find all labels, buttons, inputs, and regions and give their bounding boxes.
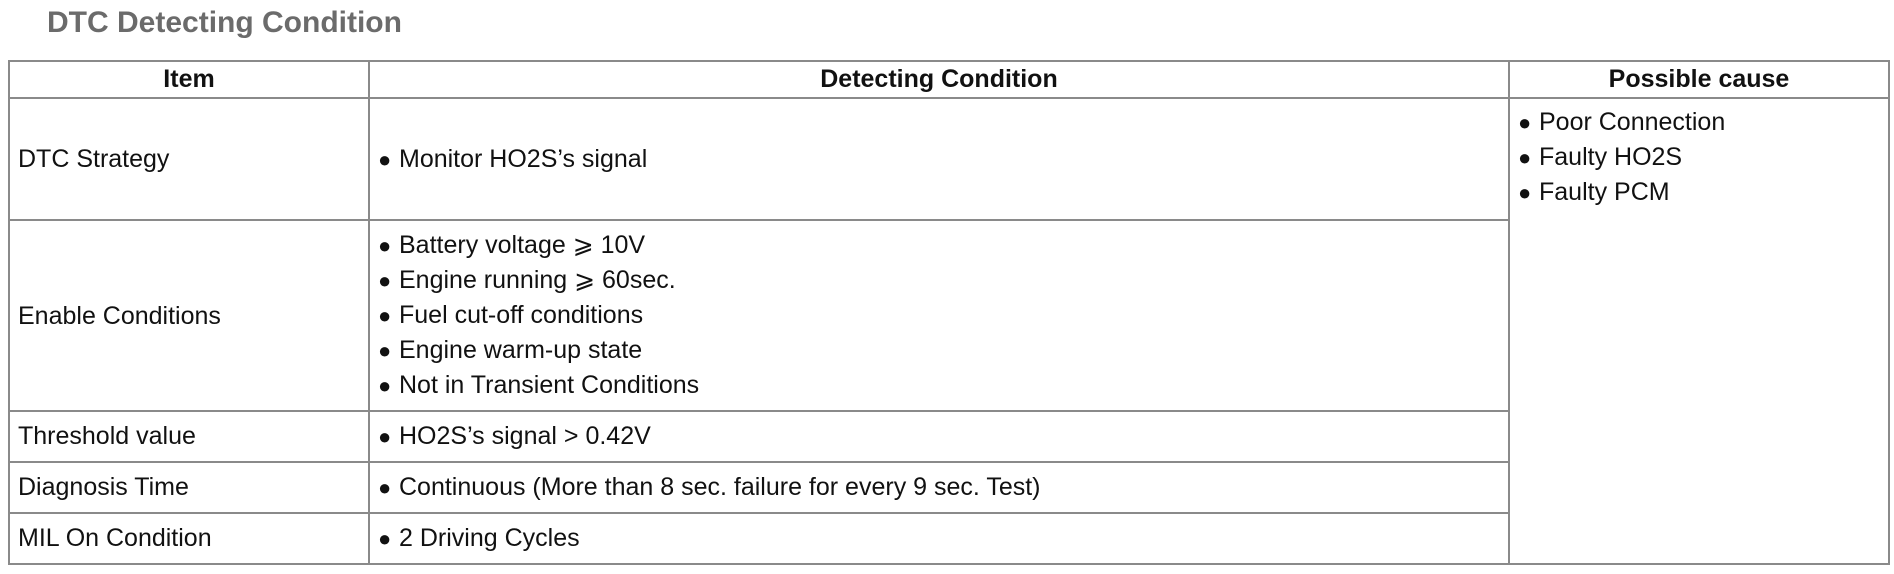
bullet-icon: ● <box>378 373 392 399</box>
table-row <box>9 98 1889 221</box>
page-title: DTC Detecting Condition <box>47 6 402 39</box>
list-item: ● Continuous (More than 8 sec. failure for every 9 sec. Test) <box>378 473 1041 502</box>
list-item: ● Engine running ⩾ 60sec. <box>378 263 1500 298</box>
list-item: ● Not in Transient Conditions <box>378 368 1500 403</box>
bullet-icon: ● <box>378 424 392 450</box>
condition-cell <box>369 462 1509 513</box>
bullet-icon: ● <box>378 526 392 552</box>
condition-list <box>378 228 1500 403</box>
list-item: ● Poor Connection <box>1518 105 1880 140</box>
header-row <box>9 61 1889 98</box>
header-detecting-condition: Detecting Condition <box>369 61 1509 98</box>
bullet-icon: ● <box>378 147 392 173</box>
item-cell: DTC Strategy <box>9 98 369 221</box>
possible-cause-cell <box>1509 98 1889 564</box>
header-possible-cause: Possible cause <box>1509 61 1889 98</box>
list-item: ● Fuel cut-off conditions <box>378 298 1500 333</box>
condition-list <box>378 472 1500 502</box>
dtc-table <box>8 60 1890 565</box>
bullet-icon: ● <box>378 268 392 294</box>
bullet-icon: ● <box>1518 144 1532 170</box>
bullet-icon: ● <box>1518 109 1532 135</box>
list-item: ● Faulty PCM <box>1518 175 1880 210</box>
list-item: ● HO2S’s signal > 0.42V <box>378 422 651 451</box>
item-cell: Diagnosis Time <box>9 462 369 513</box>
condition-list <box>378 144 1500 174</box>
condition-cell <box>369 98 1509 221</box>
condition-cell <box>369 220 1509 410</box>
list-item: ● 2 Driving Cycles <box>378 524 580 553</box>
condition-cell <box>369 513 1509 564</box>
condition-list <box>378 523 1500 553</box>
condition-list <box>378 421 1500 451</box>
bullet-icon: ● <box>378 303 392 329</box>
header-item: Item <box>9 61 369 98</box>
bullet-icon: ● <box>378 233 392 259</box>
list-item: ● Engine warm-up state <box>378 333 1500 368</box>
list-item: ● Battery voltage ⩾ 10V <box>378 228 1500 263</box>
item-cell: Threshold value <box>9 411 369 462</box>
condition-cell <box>369 411 1509 462</box>
item-cell: MIL On Condition <box>9 513 369 564</box>
list-item: ● Monitor HO2S’s signal <box>378 145 648 174</box>
cause-list <box>1518 105 1880 210</box>
bullet-icon: ● <box>378 338 392 364</box>
list-item: ● Faulty HO2S <box>1518 140 1880 175</box>
bullet-icon: ● <box>378 475 392 501</box>
item-cell: Enable Conditions <box>9 220 369 410</box>
bullet-icon: ● <box>1518 179 1532 205</box>
